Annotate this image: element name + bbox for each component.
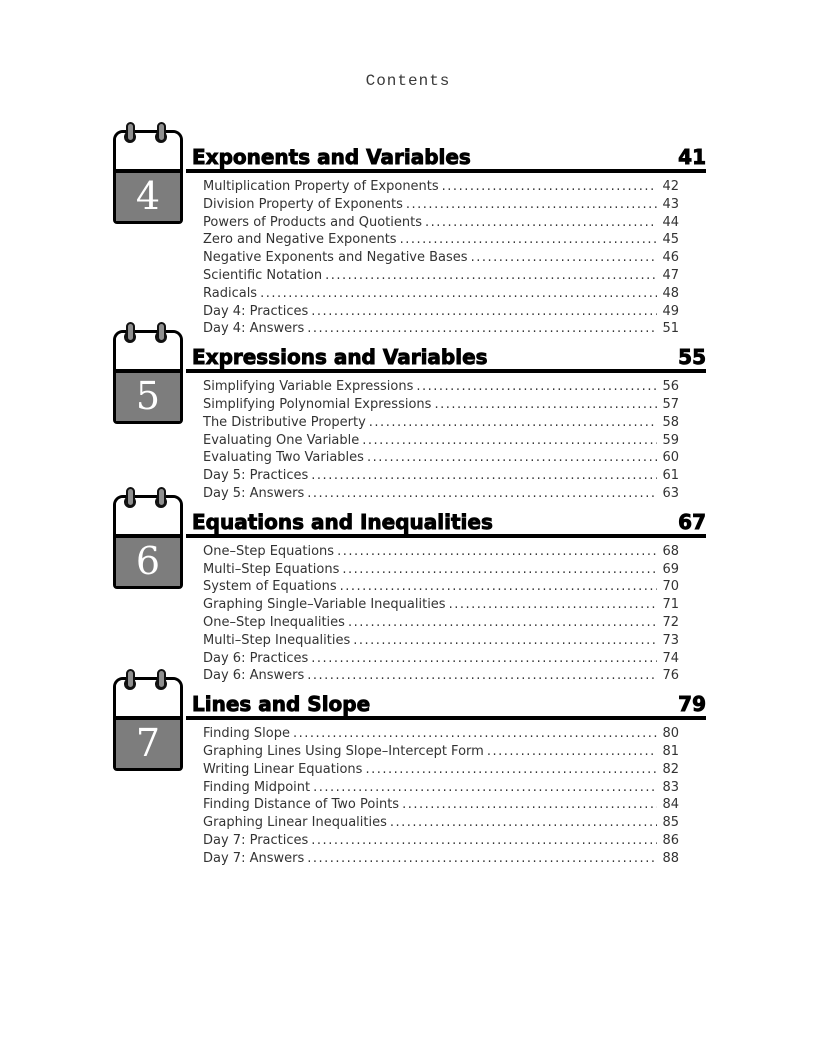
section-content <box>186 504 706 685</box>
toc-entry <box>203 596 679 614</box>
toc-entry-label: Day 7: Practices <box>203 832 309 848</box>
leader-dots <box>416 378 657 396</box>
leader-dots <box>365 761 657 779</box>
toc-entry-label: Graphing Single–Variable Inequalities <box>203 597 446 613</box>
leader-dots <box>449 596 657 614</box>
toc-entry-page: 76 <box>662 668 679 684</box>
toc-entry <box>203 320 679 338</box>
toc-entry-label: Multi–Step Equations <box>203 561 340 577</box>
leader-dots <box>471 249 657 267</box>
leader-dots <box>353 632 657 650</box>
calendar-body <box>113 330 183 424</box>
toc-entry-page: 80 <box>662 726 679 742</box>
toc-entry <box>203 578 679 596</box>
leader-dots <box>367 449 657 467</box>
table-of-contents <box>113 139 706 868</box>
toc-entry-page: 48 <box>662 285 679 301</box>
toc-entry-label: Division Property of Exponents <box>203 196 403 212</box>
toc-entry <box>203 485 679 503</box>
chapter-number: 6 <box>116 538 180 586</box>
section-content <box>186 686 706 867</box>
toc-entry <box>203 814 679 832</box>
toc-section <box>113 339 706 503</box>
section-content <box>186 339 706 503</box>
toc-entry-page: 47 <box>662 267 679 283</box>
toc-entry-label: Powers of Products and Quotients <box>203 214 422 230</box>
toc-entry-label: Finding Slope <box>203 726 290 742</box>
section-heading <box>186 139 706 173</box>
toc-entry <box>203 632 679 650</box>
toc-entry-page: 44 <box>662 214 679 230</box>
toc-entry <box>203 396 679 414</box>
leader-dots <box>434 396 657 414</box>
section-entry-list <box>186 373 706 503</box>
calendar-pin-icon <box>157 669 166 689</box>
toc-entry <box>203 725 679 743</box>
calendar-body <box>113 677 183 771</box>
toc-entry-page: 63 <box>662 485 679 501</box>
toc-entry <box>203 850 679 868</box>
toc-entry-page: 42 <box>662 179 679 194</box>
leader-dots <box>311 650 657 668</box>
toc-entry-label: Day 5: Practices <box>203 468 309 484</box>
toc-entry-label: Radicals <box>203 285 258 301</box>
toc-entry-page: 61 <box>662 468 679 484</box>
toc-entry-label: Evaluating Two Variables <box>203 450 364 466</box>
toc-entry-page: 86 <box>662 832 679 848</box>
toc-entry-label: Zero and Negative Exponents <box>203 232 397 248</box>
toc-entry-label: Day 5: Answers <box>203 485 305 501</box>
toc-entry-page: 70 <box>662 579 679 595</box>
calendar-pin-icon <box>157 122 166 142</box>
toc-entry-page: 71 <box>662 597 679 613</box>
toc-entry-page: 74 <box>662 650 679 666</box>
leader-dots <box>325 267 657 285</box>
toc-entry-page: 68 <box>662 543 679 559</box>
section-title: Lines and Slope <box>192 692 371 717</box>
toc-entry <box>203 561 679 579</box>
toc-entry <box>203 432 679 450</box>
toc-entry-label: One–Step Equations <box>203 543 335 559</box>
leader-dots <box>362 432 657 450</box>
leader-dots <box>307 320 657 338</box>
toc-entry-page: 88 <box>662 850 679 866</box>
toc-entry-page: 82 <box>662 761 679 777</box>
calendar-pin-icon <box>157 322 166 342</box>
chapter-number: 5 <box>116 373 180 421</box>
toc-entry-label: Simplifying Variable Expressions <box>203 379 414 395</box>
calendar-body <box>113 495 183 589</box>
leader-dots <box>260 285 657 303</box>
calendar-icon <box>113 487 183 590</box>
toc-entry <box>203 667 679 685</box>
leader-dots <box>307 850 657 868</box>
calendar-pin-icon <box>126 122 135 142</box>
calendar-pin-icon <box>157 487 166 507</box>
leader-dots <box>342 561 657 579</box>
toc-entry-page: 49 <box>662 303 679 319</box>
toc-entry <box>203 231 679 249</box>
chapter-number: 7 <box>116 720 180 768</box>
calendar-icon <box>113 122 183 225</box>
leader-dots <box>406 196 657 214</box>
section-title: Equations and Inequalities <box>192 509 493 534</box>
page-title: Contents <box>365 72 451 90</box>
toc-entry-label: Multi–Step Inequalities <box>203 632 351 648</box>
leader-dots <box>337 543 657 561</box>
toc-entry-page: 46 <box>662 250 679 266</box>
leader-dots <box>311 467 657 485</box>
toc-entry <box>203 743 679 761</box>
calendar-icon <box>113 322 183 425</box>
toc-entry-page: 51 <box>662 321 679 337</box>
toc-entry-page: 58 <box>662 414 679 430</box>
toc-entry-page: 43 <box>662 196 679 212</box>
toc-entry <box>203 796 679 814</box>
calendar-pin-icon <box>126 669 135 689</box>
toc-section <box>113 504 706 685</box>
calendar-icon <box>113 669 183 772</box>
section-entry-list <box>186 173 706 338</box>
section-entry-list <box>186 720 706 867</box>
toc-entry-label: Day 6: Practices <box>203 650 309 666</box>
toc-entry-page: 85 <box>662 815 679 831</box>
toc-entry-page: 56 <box>662 379 679 395</box>
toc-entry <box>203 249 679 267</box>
toc-entry-label: Evaluating One Variable <box>203 432 360 448</box>
section-heading <box>186 504 706 538</box>
leader-dots <box>307 485 657 503</box>
leader-dots <box>313 779 657 797</box>
toc-entry-label: Negative Exponents and Negative Bases <box>203 250 468 266</box>
toc-entry-label: Day 4: Answers <box>203 321 305 337</box>
toc-entry-page: 81 <box>662 743 679 759</box>
toc-entry-page: 83 <box>662 779 679 795</box>
toc-entry-page: 57 <box>662 396 679 412</box>
toc-entry <box>203 267 679 285</box>
toc-section <box>113 686 706 867</box>
toc-entry-label: Day 6: Answers <box>203 668 305 684</box>
calendar-pin-icon <box>126 487 135 507</box>
section-entry-list <box>186 538 706 685</box>
toc-entry-label: Writing Linear Equations <box>203 761 363 777</box>
toc-entry <box>203 761 679 779</box>
toc-entry <box>203 779 679 797</box>
toc-entry-page: 69 <box>662 561 679 577</box>
toc-entry-label: Day 4: Practices <box>203 303 309 319</box>
section-page-number: 79 <box>678 692 706 717</box>
section-page-number: 55 <box>678 345 706 370</box>
toc-entry-label: Finding Midpoint <box>203 779 311 795</box>
toc-entry-label: Multiplication Property of Exponents <box>203 179 439 194</box>
leader-dots <box>390 814 657 832</box>
leader-dots <box>307 667 657 685</box>
toc-entry-label: Scientific Notation <box>203 267 323 283</box>
section-title: Exponents and Variables <box>192 145 471 169</box>
leader-dots <box>402 796 657 814</box>
toc-entry <box>203 196 679 214</box>
section-heading <box>186 686 706 720</box>
section-title: Expressions and Variables <box>192 345 488 370</box>
toc-entry <box>203 832 679 850</box>
toc-entry-label: One–Step Inequalities <box>203 614 345 630</box>
toc-entry-page: 84 <box>662 797 679 813</box>
toc-entry-page: 59 <box>662 432 679 448</box>
toc-entry-page: 60 <box>662 450 679 466</box>
toc-entry <box>203 303 679 321</box>
toc-entry-label: Simplifying Polynomial Expressions <box>203 396 432 412</box>
toc-entry-page: 72 <box>662 614 679 630</box>
leader-dots <box>311 832 657 850</box>
section-page-number: 67 <box>678 509 706 534</box>
leader-dots <box>425 214 657 232</box>
toc-entry-label: The Distributive Property <box>203 414 366 430</box>
toc-entry-label: Day 7: Answers <box>203 850 305 866</box>
toc-entry <box>203 449 679 467</box>
toc-entry <box>203 467 679 485</box>
toc-entry <box>203 378 679 396</box>
leader-dots <box>348 614 657 632</box>
section-content <box>186 139 706 338</box>
toc-entry <box>203 543 679 561</box>
chapter-number: 4 <box>116 173 180 221</box>
toc-section <box>113 139 706 338</box>
toc-entry-page: 73 <box>662 632 679 648</box>
toc-entry-label: Graphing Linear Inequalities <box>203 815 387 831</box>
leader-dots <box>311 303 657 321</box>
leader-dots <box>442 178 657 196</box>
calendar-body <box>113 130 183 224</box>
toc-entry-page: 45 <box>662 232 679 248</box>
toc-entry <box>203 285 679 303</box>
toc-entry <box>203 650 679 668</box>
toc-entry-label: System of Equations <box>203 579 337 595</box>
toc-entry-label: Finding Distance of Two Points <box>203 797 400 813</box>
leader-dots <box>293 725 657 743</box>
toc-entry <box>203 214 679 232</box>
calendar-pin-icon <box>126 322 135 342</box>
leader-dots <box>400 231 657 249</box>
toc-entry <box>203 614 679 632</box>
section-page-number: 41 <box>678 145 706 169</box>
toc-entry <box>203 414 679 432</box>
toc-entry <box>203 178 679 196</box>
leader-dots <box>487 743 657 761</box>
leader-dots <box>369 414 657 432</box>
section-heading <box>186 339 706 373</box>
leader-dots <box>340 578 657 596</box>
toc-entry-label: Graphing Lines Using Slope–Intercept Form <box>203 743 484 759</box>
